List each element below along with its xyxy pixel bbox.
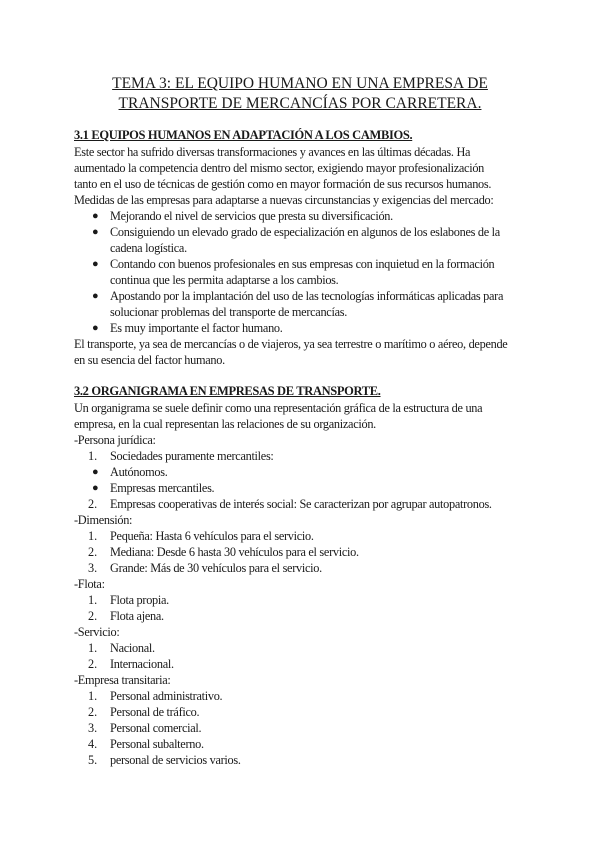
category-label-transitaria: -Empresa transitaria: — [74, 673, 171, 687]
section-1-paragraph-line: tanto en el uso de técnicas de gestión como en mayor formación de sus recursos humanos. — [74, 177, 492, 191]
list-number: 2. — [88, 705, 98, 719]
numbered-item: Personal administrativo. — [110, 689, 223, 703]
title-line-2: TRANSPORTE DE MERCANCÍAS POR CARRETERA. — [118, 95, 482, 112]
bullet-icon: ● — [92, 226, 99, 238]
bullet-icon: ● — [92, 466, 99, 478]
numbered-item: Grande: Más de 30 vehículos para el servicio. — [110, 561, 322, 575]
section-1-paragraph-line: aumentado la competencia dentro del mismo sector, exigiendo mayor profesionalización — [74, 161, 485, 175]
category-label-persona: -Persona jurídica: — [74, 433, 156, 447]
bullet-item: Apostando por la implantación del uso de las tecnologías informáticas aplicadas para — [110, 289, 504, 303]
section-1-heading: 3.1 EQUIPOS HUMANOS EN ADAPTACIÓN A LOS CAMBIOS. — [74, 128, 413, 142]
numbered-item: Nacional. — [110, 641, 155, 655]
section-1-closing-line: en su esencia del factor humano. — [74, 353, 225, 367]
numbered-item: Internacional. — [110, 657, 174, 671]
bullet-icon: ● — [92, 322, 99, 334]
bullet-item: Consiguiendo un elevado grado de especialización en algunos de los eslabones de la — [110, 225, 500, 239]
category-label-dimension: -Dimensión: — [74, 513, 133, 527]
bullet-item: Contando con buenos profesionales en sus empresas con inquietud en la formación — [110, 257, 495, 271]
numbered-item: Personal de tráfico. — [110, 705, 200, 719]
list-number: 5. — [88, 753, 98, 767]
list-number: 1. — [88, 529, 98, 543]
section-2-heading: 3.2 ORGANIGRAMA EN EMPRESAS DE TRANSPORTE. — [74, 384, 381, 398]
section-1-paragraph-line: Este sector ha sufrido diversas transformaciones y avances en las últimas décadas. Ha — [74, 145, 471, 159]
bullet-item: Autónomos. — [110, 465, 168, 479]
bullet-icon: ● — [92, 258, 99, 270]
bullet-item-continuation: solucionar problemas del transporte de mercancías. — [110, 305, 347, 319]
numbered-item: Flota propia. — [110, 593, 169, 607]
list-number: 1. — [88, 593, 98, 607]
document-title — [60, 74, 540, 114]
bullet-item: Empresas mercantiles. — [110, 481, 215, 495]
numbered-item: Personal comercial. — [110, 721, 202, 735]
numbered-item: personal de servicios varios. — [110, 753, 241, 767]
list-number: 3. — [88, 561, 98, 575]
bullet-item-continuation: cadena logística. — [110, 241, 187, 255]
bullet-icon: ● — [92, 482, 99, 494]
list-number: 1. — [88, 689, 98, 703]
section-2-paragraph-line: empresa, en la cual representan las relaciones de su organización. — [74, 417, 376, 431]
bullet-item: Mejorando el nivel de servicios que presta su diversificación. — [110, 209, 393, 223]
bullet-icon: ● — [92, 290, 99, 302]
numbered-item: Pequeña: Hasta 6 vehículos para el servicio. — [110, 529, 314, 543]
bullet-item: Es muy importante el factor humano. — [110, 321, 283, 335]
list-number: 2. — [88, 657, 98, 671]
numbered-item: Personal subalterno. — [110, 737, 204, 751]
numbered-item: Flota ajena. — [110, 609, 164, 623]
list-number: 2. — [88, 609, 98, 623]
section-1-paragraph-line: Medidas de las empresas para adaptarse a nuevas circunstancias y exigencias del mercado: — [74, 193, 494, 207]
category-label-flota: -Flota: — [74, 577, 105, 591]
numbered-item: Mediana: Desde 6 hasta 30 vehículos para el servicio. — [110, 545, 359, 559]
list-number: 3. — [88, 721, 98, 735]
numbered-item: Empresas cooperativas de interés social: Se caracterizan por agrupar autopatronos. — [110, 497, 492, 511]
list-number: 1. — [88, 449, 98, 463]
title-line-1: TEMA 3: EL EQUIPO HUMANO EN UNA EMPRESA DE — [112, 75, 488, 92]
list-number: 1. — [88, 641, 98, 655]
section-2-paragraph-line: Un organigrama se suele definir como una representación gráfica de la estructura de una — [74, 401, 483, 415]
bullet-item-continuation: continua que les permita adaptarse a los cambios. — [110, 273, 339, 287]
list-number: 2. — [88, 497, 98, 511]
list-number: 2. — [88, 545, 98, 559]
section-1-closing-line: El transporte, ya sea de mercancías o de viajeros, ya sea terrestre o marítimo o aéreo, depende — [74, 337, 508, 351]
list-number: 4. — [88, 737, 98, 751]
numbered-item: Sociedades puramente mercantiles: — [110, 449, 274, 463]
bullet-icon: ● — [92, 210, 99, 222]
category-label-servicio: -Servicio: — [74, 625, 120, 639]
